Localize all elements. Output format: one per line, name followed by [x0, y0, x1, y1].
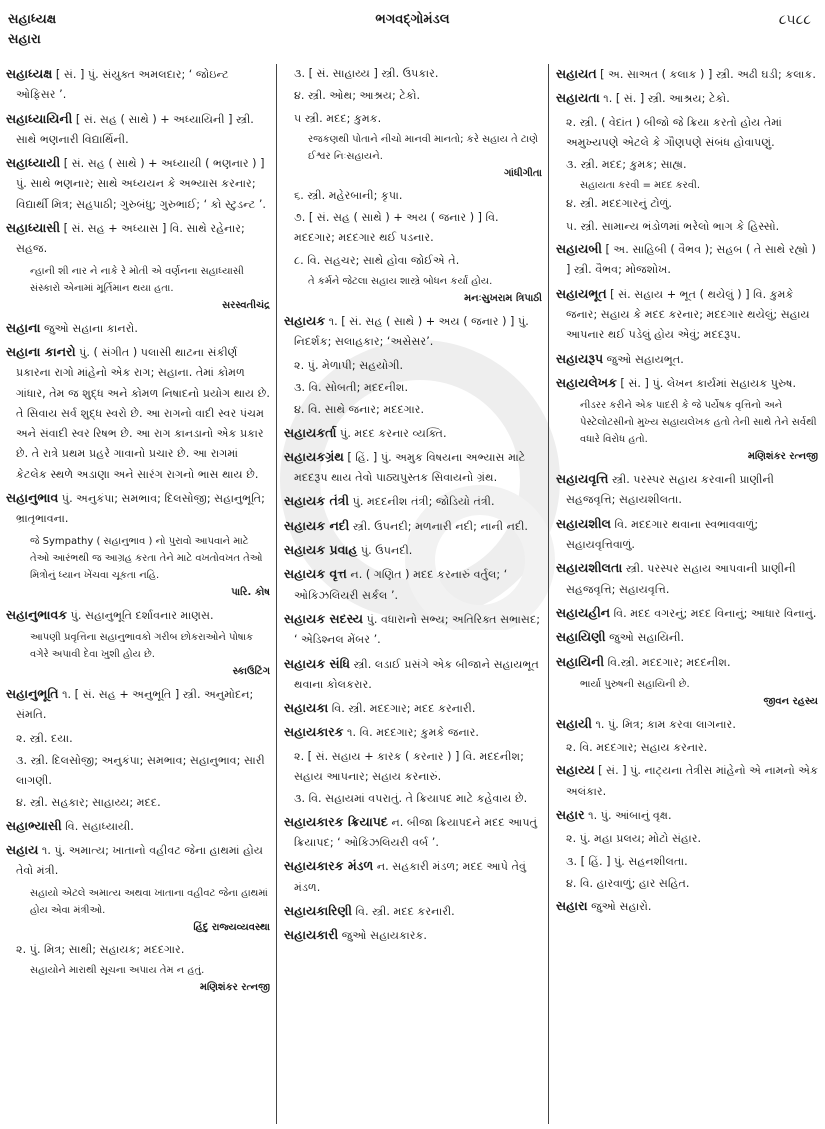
headword: સહાયકારી: [284, 927, 339, 943]
citation-quote: તે કર્મને જેટલા સહાય શાસ્ત્રે બોધન કર્યાં હોય.: [308, 276, 493, 288]
citation-quote: ન્હાની શી નાર ને નાકે રે મોતી એ વર્ણનના સહાધ્યાસી સંસ્કારો એનામાં મૂર્તિમાન થયા હતા.: [30, 265, 244, 294]
dictionary-entry: [6, 488, 270, 530]
definition: વિ. સ્ત્રી. મદદ કરનારી.: [351, 904, 455, 918]
headword: સહાય: [6, 842, 39, 858]
definition: જુઓ સહાયભૂત.: [603, 352, 684, 366]
headword: સહાયક સદસ્ય: [284, 610, 364, 626]
sub-sense: ૨. [ સં. સહાય + કારક ( કરનાર ) ] વિ. મદદનીશ; સહાય આપનાર; સહાય કરનારું.: [294, 749, 524, 784]
sub-sense: ૩. વિ. સોબતી; મદદનીશ.: [294, 380, 409, 394]
sub-sense: ૪. સ્ત્રી. સહકાર; સાહાય્ય; મદદ.: [16, 796, 161, 810]
page-header: [0, 0, 825, 60]
definition: પું. ઉપનદી.: [357, 544, 413, 558]
citation-source: હિંદુ રાજ્યવ્યવસ્થા: [193, 921, 270, 933]
column-3: [556, 64, 818, 921]
definition: જુઓ સહારો.: [587, 900, 652, 914]
dictionary-entry: [6, 318, 270, 339]
dictionary-entry: [556, 627, 818, 648]
dictionary-entry: [556, 652, 818, 673]
definition: ૧. પું. મિત્ર; કામ કરવા લાગનાર.: [591, 717, 736, 731]
column-divider: [276, 64, 277, 1124]
dictionary-entry: [284, 812, 542, 854]
definition: ૧. વિ. મદદગાર; કુમકે જનાર.: [343, 726, 479, 740]
sub-sense: ૨. પું. મહા પ્રલય; મોટો સંહાર.: [566, 832, 702, 846]
sub-sense: ૭. [ સં. સહ ( સાથે ) + અય ( જનાર ) ] વિ. મદદગાર; મદદગાર થઈ પડનાર.: [294, 211, 499, 245]
dictionary-entry: [556, 284, 818, 346]
definition: ૧. પું. અમાત્ય; ખાતાનો વહીવટ જેના હાથમાં હોય તેવો મંત્રી.: [16, 844, 264, 878]
definition: [ અ. સાઅત ( કલાક ) ] સ્ત્રી. અઢી ઘડી; કલાક.: [596, 68, 816, 81]
page-number: ૮૫૮૮: [778, 12, 811, 28]
headword: સહાયકગ્રંથ: [284, 448, 344, 464]
headword: સહાયકા: [284, 700, 329, 716]
sub-sense: ૪. સ્ત્રી. ઓથ; આશ્રય; ટેકો.: [294, 89, 421, 103]
column-divider: [548, 64, 549, 1124]
definition: [ સં. સહાય + ભૂત ( થયેલું ) ] વિ. કુમકે જનાર; સહાય કે મદદ કરનાર; મદદગાર થયેલું; સહાય આપનાર થઈ પડેલું હોય એવું; મદદરૂપ.: [566, 287, 810, 342]
headword: સહાયબી: [556, 241, 602, 257]
definition: વિ.સ્ત્રી. મદદગાર; મદદનીશ.: [604, 655, 731, 669]
sub-sense: ૪. વિ. સાથે જનાર; મદદગાર.: [294, 403, 425, 417]
definition: [ અ. સાહિબી ( વૈભવ ); સહબ ( તે સાથે રહ્યો ) ] સ્ત્રી. વૈભવ; મોજશોખ.: [566, 243, 816, 277]
sub-sense: ૩. [ હિં. ] પું. સહનશીલતા.: [566, 854, 688, 868]
headword: સહાધ્યાયી: [6, 155, 61, 171]
column-2: [284, 64, 542, 949]
headword: સહાયતા: [556, 90, 600, 106]
definition: વિ. સહાધ્યાયી.: [61, 819, 134, 833]
citation-source: સ્કાઉટિંગ: [232, 665, 270, 677]
column-1: [6, 64, 270, 1000]
sub-sense: ૫ સ્ત્રી. મદદ; કુમક.: [294, 111, 382, 125]
dictionary-entry: [556, 64, 818, 85]
headword: સહાનુભાવક: [6, 606, 68, 622]
definition: પું. વધારાનો સભ્ય; અતિરિક્ત સભાસદ; ‘ એડિશ્નલ મેંબર ’.: [294, 612, 540, 647]
headword: સહાર: [556, 807, 585, 823]
dictionary-entry: [556, 239, 818, 281]
dictionary-entry: [284, 722, 542, 743]
definition: પું. મદદ કરનાર વ્યક્તિ.: [336, 426, 447, 440]
dictionary-entry: [556, 88, 818, 109]
sub-sense: ૨. સ્ત્રી. દયા.: [16, 731, 73, 745]
citation-quote: આપણી પ્રવૃત્તિના સહાનુભાવકો ગરીબ છોકરાઓને પોષાક વગેરે અપાવી દેવા ખુશી હોય છે.: [30, 631, 254, 660]
definition: જુઓ સહાયકારક.: [338, 929, 427, 943]
definition: સ્ત્રી. લડાઈ પ્રસંગે એક બીજાને સહાયભૂત થવાના કોલકરાર.: [294, 657, 539, 691]
headword: સહાધ્યાસી: [6, 220, 61, 236]
definition: ૧. [ સં. ] સ્ત્રી. આશ્રય; ટેકો.: [599, 92, 730, 106]
sub-sense: ૫. સ્ત્રી. સામાન્ય ભંડોળમાં ભરેલો ભાગ કે હિસ્સો.: [566, 219, 780, 233]
dictionary-entry: [556, 896, 818, 917]
headword: સહાયકર્તા: [284, 424, 337, 440]
dictionary-entry: [6, 840, 270, 882]
dictionary-entry: [556, 373, 818, 394]
dictionary-entry: [6, 684, 270, 726]
dictionary-entry: [556, 469, 818, 511]
citation-quote: જે Sympathy ( સહાનુભાવ ) નો પુરાવો આપવાને માટે તેઓ આરંભથી જ આગ્રહ કરતા તેને માટે વખતોવખત તેઓ મિત્રોનું ધ્યાન ખેંચવા ચૂકતા નહિ.: [30, 535, 263, 581]
headword: સહાયિની: [556, 653, 605, 669]
dictionary-entry: [284, 925, 542, 946]
headword: સહાયકારક: [284, 724, 344, 740]
dictionary-entry: [6, 605, 270, 626]
definition: [ સં. સહ ( સાથે ) + અધ્યાયિની ] સ્ત્રી. સાથે ભણનારી વિદ્યાર્થિની.: [16, 112, 254, 146]
definition: જુઓ સહાના કાનરો.: [40, 321, 138, 335]
dictionary-entry: [284, 698, 542, 719]
definition: [ સં. સહ + અધ્યાસ ] વિ. સાથે રહેનાર; સહજ.: [16, 222, 245, 256]
definition: વિ. સ્ત્રી. મદદગાર; મદદ કરનારી.: [328, 702, 476, 716]
sub-sense: ૪. વિ. હારવાળું; હાર સહિત.: [566, 876, 690, 890]
definition: ન. બીજા ક્રિયાપદને મદદ આપતું ક્રિયાપદ; ‘ ઓકિઝલિયરી વર્બ ’.: [294, 815, 538, 849]
definition: [ સં. ] પું. નાટ્યના તેત્રીસ માંહેનો એ નામનો એક અલંકાર.: [566, 764, 819, 798]
headword: સહાયિણી: [556, 629, 606, 645]
definition: પું. મદદનીશ તંત્રી; જોડિયો તંત્રી.: [349, 495, 495, 509]
sub-sense: ૩. સ્ત્રી. દિલસોજી; અનુકંપા; સમભાવ; સહાનુભાવ; સારી લાગણી.: [16, 753, 265, 788]
dictionary-entry: [556, 603, 818, 624]
citation-source: સરસ્વતીચંદ્ર: [222, 299, 270, 311]
headword: સહાયશીલતા: [556, 560, 623, 576]
definition: વિ. મદદગાર થવાના સ્વભાવવાળું; સહાયવૃત્તિવાળું.: [566, 517, 759, 552]
headword: સહાયકારક મંડળ: [284, 858, 374, 874]
sub-sense: ૩. વિ. સહાયમાં વપરાતું. તે ક્રિયાપદ માટે કહેવાય છે.: [294, 792, 528, 806]
headword: સહાયહીન: [556, 604, 611, 620]
citation-source: પારિ. કોષ: [231, 586, 270, 598]
definition: ન. ( ગણિત ) મદદ કરનારું વર્તુલ; ‘ ઓકિઝલિયરી સર્કલ ’.: [294, 568, 508, 602]
sub-sense: ૨. પું. મેળાપી; સહયોગી.: [294, 358, 404, 372]
headword: સહાનુભાવ: [6, 490, 59, 506]
definition: સ્ત્રી. પરસ્પર સહાય આપવાની પ્રાણીની સહજવૃત્તિ; સહાયવૃત્તિ.: [566, 562, 796, 596]
headword: સહાયક તંત્રી: [284, 493, 350, 509]
definition: [ સં. સહ ( સાથે ) + અધ્યાયી ( ભણનાર ) ] પું. સાથે ભણનાર; સાથે અધ્યયન કે અભ્યાસ કરનાર; વિદ્યાર્થી મિત્ર; સહપાઠી; ગુરુબંધુ; ગુરુભાઈ; ‘ કો સ્ટુડન્ટ ’.: [16, 157, 266, 211]
definition: [ હિં. ] પું. અમુક વિષયના અભ્યાસ માટે મદદરૂપ થાય તેવો પાઠ્યપુસ્તક સિવાયનો ગ્રંથ.: [294, 450, 526, 485]
headword: સહાધ્યાયિની: [6, 110, 73, 126]
headword: સહાભ્યાસી: [6, 817, 62, 833]
citation-quote: નીડરર કરીને એક પાદરી કે જે પર્યેષક વૃત્તિનો અને પેસ્ટેલોટસીનો મુખ્ય સહાયલેખક હતો તેની સાથે તેને સર્વથી વધારે વિરોધ હતો.: [580, 400, 817, 446]
citation-quote: રજકણથી પોતાને નીચો માનવી માનતો; કરે સહાય તે ટાણે ઈશ્વર નિઃસહાયને.: [308, 133, 538, 162]
guide-word-first: સહાધ્યક્ષ: [8, 12, 57, 27]
headword: સહાનુભૂતિ: [6, 685, 59, 701]
book-title: ભગવદ્ગોમંડલ: [375, 12, 450, 27]
definition: જુઓ સહાયિની.: [605, 631, 685, 645]
definition: પું. અનુકંપા; સમભાવ; દિલસોજી; સહાનુભૂતિ; ભ્રાતૃભાવના.: [16, 492, 265, 526]
headword: સહાયક: [284, 313, 326, 329]
headword: સહાયભૂત: [556, 285, 607, 301]
sub-sense: ૩. [ સં. સાહાય્ય ] સ્ત્રી. ઉપકાર.: [294, 67, 439, 80]
sub-sense: ૮. વિ. સહચર; સાથે હોવા જોઈએ તે.: [294, 253, 460, 267]
headword: સહાયક પ્રવાહ: [284, 542, 358, 558]
definition: સ્ત્રી. ઉપનદી; મળનારી નદી; નાની નદી.: [349, 519, 528, 533]
headword: સહાયકારક ક્રિયાપદ: [284, 813, 388, 829]
dictionary-entry: [284, 423, 542, 444]
definition: સ્ત્રી. પરસ્પર સહાય કરવાની પ્રાણીની સહજવૃત્તિ; સહાયશીલતા.: [566, 473, 775, 507]
dictionary-entry: [6, 218, 270, 260]
citation-quote: સહાયતા કરવી = મદદ કરવી.: [580, 180, 701, 192]
definition: ૧. પું. આંબાનું વૃક્ષ.: [584, 809, 672, 823]
sub-sense: ૬. સ્ત્રી. મહેરબાની; કૃપા.: [294, 188, 403, 202]
dictionary-entry: [284, 654, 542, 696]
headword: સહાયકારિણી: [284, 902, 352, 918]
headword: સહાયત: [556, 66, 597, 81]
dictionary-entry: [6, 64, 270, 106]
sub-sense: ૨. સ્ત્રી. ( વેદાંત ) બીજો જે ક્રિયા કરતો હોય તેમાં અમુખ્યપણે એટલે કે ગૌણપણે સંબંધ હોવાપણું.: [566, 115, 782, 149]
citation-source: મણિશંકર રત્નજી: [747, 451, 818, 463]
headword: સહાયક નદી: [284, 517, 350, 533]
dictionary-entry: [6, 342, 270, 485]
headword: સહારા: [556, 898, 588, 914]
definition: પું. સહાનુભૂતિ દર્શાવનાર માણસ.: [67, 608, 214, 622]
sub-sense: ૩. સ્ત્રી. મદદ; કુમક; સાહ્ય.: [566, 158, 687, 172]
guide-word-last: સહારા: [8, 32, 41, 47]
headword: સહાયલેખક: [556, 374, 617, 390]
dictionary-entry: [556, 760, 818, 802]
citation-source: જીવન રહસ્ય: [763, 695, 818, 707]
dictionary-entry: [284, 540, 542, 561]
dictionary-entry: [284, 491, 542, 512]
dictionary-entry: [6, 153, 270, 215]
definition: પું. ( સંગીત ) પલાસી થાટના સંકીર્ણ પ્રકારના રાગો માંહેનો એક રાગ; સહાના. તેમાં કોમળ ગાંધાર, તેમ જ શુદ્ધ અને કોમળ નિષાદનો પ્રયોગ થાય છે. તે સિવાય સર્વ શુદ્ધ સ્વરો છે. આ રાગનો વાદી સ્વર પંચમ અને સંવાદી સ્વર રિષભ છે. આ રાગ કાનડાનો એક પ્રકાર છે. તે રાત્રે પ્રથમ પ્રહરે ગાવાનો પ્રચાર છે. આ રાગમાં કેટલેક સ્થળે અડાણા અને સારંગ રાગનો ભાસ થાય છે.: [16, 345, 270, 481]
citation-source: મણિશંકર રત્નજી: [199, 981, 270, 993]
sub-sense: ૪. સ્ત્રી. મદદગારનું ટોળું.: [566, 197, 672, 211]
headword: સહાયવૃત્તિ: [556, 471, 609, 487]
headword: સહાના: [6, 319, 41, 335]
sub-sense: ૨. વિ. મદદગાર; સહાય કરનાર.: [566, 741, 708, 755]
dictionary-entry: [284, 609, 542, 651]
headword: સહાધ્યક્ષ: [6, 66, 53, 81]
dictionary-entry: [556, 514, 818, 556]
citation-quote: ભાર્યા પુરુષની સહાયિની છે.: [580, 678, 690, 690]
headword: સહાયક સંધિ: [284, 655, 350, 671]
dictionary-entry: [6, 109, 270, 151]
sub-sense: ૨. પું. મિત્ર; સાથી; સહાયક; મદદગાર.: [16, 942, 185, 956]
dictionary-entry: [556, 714, 818, 735]
citation-source: ગાંધીગીતા: [504, 167, 542, 179]
headword: સહાયશીલ: [556, 515, 611, 531]
headword: સહાયી: [556, 715, 592, 731]
dictionary-entry: [556, 805, 818, 826]
headword: સહાયક વૃત્ત: [284, 566, 347, 582]
headword: સહાય્ય: [556, 762, 595, 778]
dictionary-entry: [284, 901, 542, 922]
definition: [ સં. ] પું. સંયુક્ત અમલદાર; ‘ જોઇન્ટ ઓફિસર ’.: [16, 68, 229, 102]
citation-quote: સહાયો એટલે અમાત્ય અથવા ખાતાના વહીવટ જેના હાથમાં હોય એવા મંત્રીઓ.: [30, 887, 268, 916]
headword: સહાયરૂપ: [556, 350, 604, 366]
dictionary-entry: [556, 349, 818, 370]
definition: ન. સહકારી મંડળ; મદદ આપે તેવું મંડળ.: [294, 860, 526, 894]
citation-quote: સહાયોને મારાથી સૂચના અપાય તેમ ન હતું.: [30, 964, 205, 976]
definition: ૧. [ સં. સહ + અનુભૂતિ ] સ્ત્રી. અનુમોદન; સંમતિ.: [16, 687, 254, 722]
definition: વિ. મદદ વગરનું; મદદ વિનાનું; આધાર વિનાનું.: [610, 606, 817, 620]
dictionary-entry: [284, 516, 542, 537]
dictionary-entry: [284, 447, 542, 489]
dictionary-entry: [284, 564, 542, 606]
dictionary-entry: [284, 856, 542, 898]
dictionary-entry: [556, 558, 818, 600]
definition: ૧. [ સં. સહ ( સાથે ) + અય ( જનાર ) ] પું. નિદર્શક; સલાહકાર; ‘અસેસર’.: [294, 315, 529, 349]
dictionary-entry: [284, 311, 542, 353]
dictionary-entry: [6, 816, 270, 837]
definition: [ સં. ] પું. લેખન કાર્યમાં સહાયક પુરુષ.: [616, 376, 797, 390]
citation-source: મનઃસુખરામ ત્રિપાઠી: [464, 293, 542, 305]
headword: સહાના કાનરો: [6, 343, 76, 359]
